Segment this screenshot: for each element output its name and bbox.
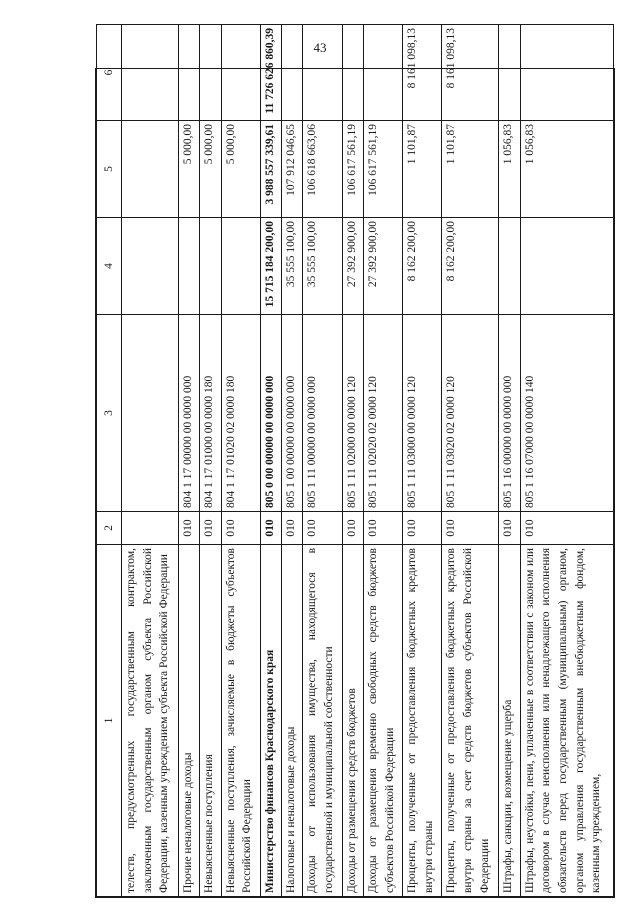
table-row [260,25,281,897]
row-name-cell: Доходы от размещения временно свободных средств бюджетов субъектов Российской Федерации [363,545,402,897]
row-kbk-cell [122,315,179,512]
table-body [122,25,614,897]
row-kbk-cell: 805 1 11 00000 00 0000 000 [303,315,342,512]
row-code-cell: 010 [499,512,520,545]
row-kbk-cell: 805 1 11 02020 02 0000 120 [363,315,402,512]
row-fact-cell: 1 056,83 [499,121,520,218]
header-col-3: 3 [97,315,122,512]
header-col-1: 1 [97,545,122,897]
row-plan-cell: 8 162 200,00 [403,218,442,315]
row-plan-cell [179,218,200,315]
row-code-cell: 010 [342,512,363,545]
row-kbk-cell: 805 1 11 03000 00 0000 120 [403,315,442,512]
row-fact-cell: 106 617 561,19 [363,121,402,218]
row-code-cell: 010 [282,512,303,545]
table-row [122,25,179,897]
row-plan-cell [122,218,179,315]
row-code-cell [122,512,179,545]
row-plan-cell [499,218,520,315]
table-row [520,25,613,897]
row-remainder-cell [122,25,179,121]
row-kbk-cell: 804 1 17 00000 00 0000 000 [179,315,200,512]
row-fact-cell: 5 000,00 [179,121,200,218]
row-kbk-cell: 805 1 11 02000 00 0000 120 [342,315,363,512]
row-fact-cell: 1 056,83 [520,121,613,218]
row-remainder-cell: 11 726 626 860,39 [260,25,281,121]
row-fact-cell: 107 912 046,65 [282,121,303,218]
table-row [179,25,200,897]
header-col-2: 2 [97,512,122,545]
row-remainder-cell: 8 161 098,13 [442,25,499,121]
row-fact-cell: 106 617 561,19 [342,121,363,218]
row-plan-cell [520,218,613,315]
row-code-cell: 010 [442,512,499,545]
row-kbk-cell: 805 1 16 00000 00 0000 000 [499,315,520,512]
row-code-cell: 010 [221,512,260,545]
row-plan-cell: 15 715 184 200,00 [260,218,281,315]
table-row [303,25,342,897]
row-name-cell: Проценты, полученные от предоставления бюджетных кредитов внутри страны [403,545,442,897]
row-name-cell: Невыясненные поступления [200,545,221,897]
row-kbk-cell: 805 1 11 03020 02 0000 120 [442,315,499,512]
row-plan-cell: 8 162 200,00 [442,218,499,315]
row-remainder-cell [342,25,363,121]
row-remainder-cell [221,25,260,121]
row-plan-cell: 27 392 900,00 [342,218,363,315]
row-remainder-cell: 8 161 098,13 [403,25,442,121]
row-name-cell: Проценты, полученные от предоставления бюджетных кредитов внутри страны за счет средств бюджетов субъектов Российской Федерации [442,545,499,897]
row-fact-cell: 1 101,87 [403,121,442,218]
row-name-cell: Доходы от использования имущества, находящегося в государственной и муниципальной собственности [303,545,342,897]
row-fact-cell: 5 000,00 [221,121,260,218]
row-kbk-cell: 804 1 17 01000 00 0000 180 [200,315,221,512]
header-col-6: 6 [97,25,122,121]
table-row [363,25,402,897]
row-fact-cell: 1 101,87 [442,121,499,218]
row-remainder-cell [520,25,613,121]
table-row [221,25,260,897]
row-name-cell: Министерство финансов Краснодарского края [260,545,281,897]
row-code-cell: 010 [179,512,200,545]
table-row [499,25,520,897]
row-fact-cell: 106 618 663,06 [303,121,342,218]
row-code-cell: 010 [520,512,613,545]
table-row [342,25,363,897]
row-plan-cell [221,218,260,315]
row-plan-cell: 35 555 100,00 [303,218,342,315]
table-row [200,25,221,897]
row-code-cell: 010 [260,512,281,545]
row-code-cell: 010 [363,512,402,545]
row-remainder-cell [282,25,303,121]
row-kbk-cell: 805 0 00 00000 00 0000 000 [260,315,281,512]
row-remainder-cell [303,25,342,121]
row-name-cell: Штрафы, санкции, возмещение ущерба [499,545,520,897]
row-plan-cell: 35 555 100,00 [282,218,303,315]
row-code-cell: 010 [200,512,221,545]
header-row [97,25,122,897]
row-fact-cell [122,121,179,218]
row-code-cell: 010 [403,512,442,545]
table-row [403,25,442,897]
budget-table [96,24,614,897]
row-plan-cell [200,218,221,315]
table-row [282,25,303,897]
row-name-cell: Прочие неналоговые доходы [179,545,200,897]
row-fact-cell: 3 988 557 339,61 [260,121,281,218]
header-col-5: 5 [97,121,122,218]
row-name-cell: Налоговые и неналоговые доходы [282,545,303,897]
row-remainder-cell [363,25,402,121]
row-name-cell: Невыясненные поступления, зачисляемые в бюджеты субъектов Российской Федерации [221,545,260,897]
row-plan-cell: 27 392 900,00 [363,218,402,315]
row-name-cell: телеств, предусмотренных государственным контрактом, заключенным государственным органом субъекта Российской Федерации, казенным учреждением субъекта Российской Федерации [122,545,179,897]
header-col-4: 4 [97,218,122,315]
table-row [442,25,499,897]
page-number: 43 [313,40,327,55]
row-remainder-cell [179,25,200,121]
row-fact-cell: 5 000,00 [200,121,221,218]
row-kbk-cell: 805 1 16 07000 00 0000 140 [520,315,613,512]
row-remainder-cell [200,25,221,121]
row-remainder-cell [499,25,520,121]
row-kbk-cell: 804 1 17 01020 02 0000 180 [221,315,260,512]
row-code-cell: 010 [303,512,342,545]
row-name-cell: Штрафы, неустойки, пени, уплаченные в соответствии с законом или договором в случае неисполнения или ненадлежащего исполнения обязательств перед государственным (муниципальным) органом, органом управления государственным внебюджетным фондом, казенным учреждением, [520,545,613,897]
row-name-cell: Доходы от размещения средств бюджетов [342,545,363,897]
row-kbk-cell: 805 1 00 00000 00 0000 000 [282,315,303,512]
